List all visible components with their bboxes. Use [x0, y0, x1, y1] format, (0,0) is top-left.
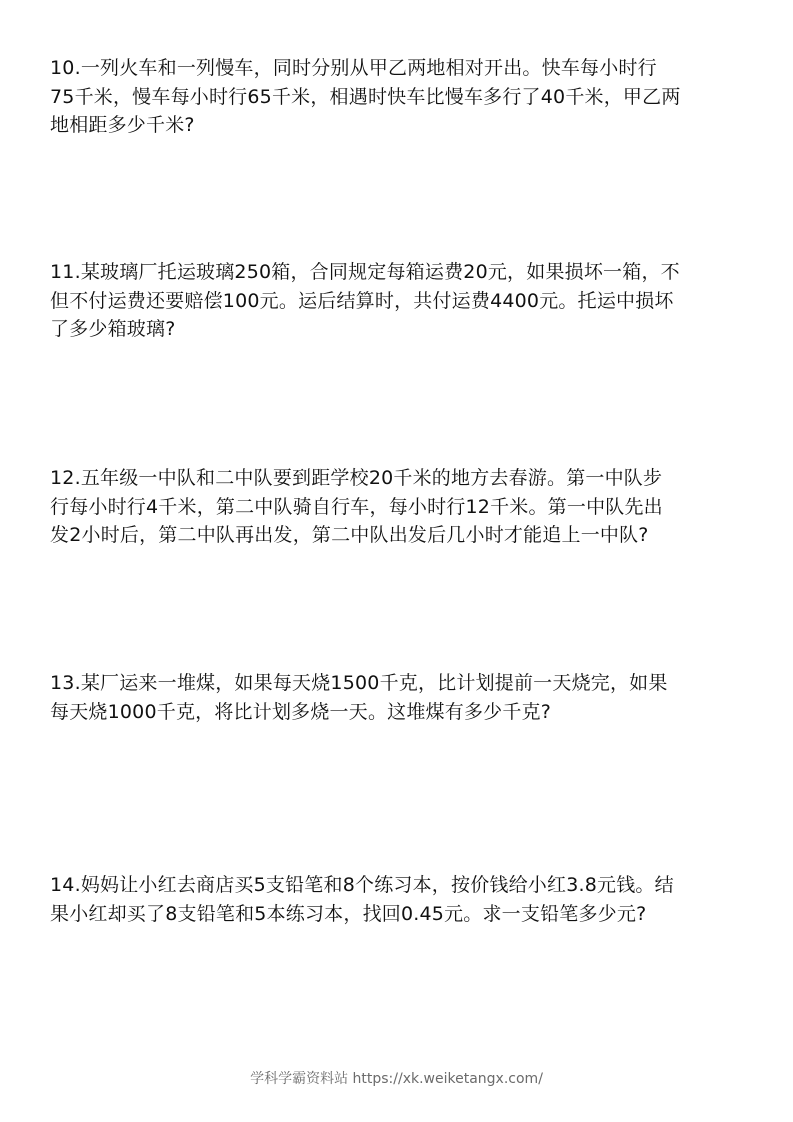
- problem-11-line-1: 11.某玻璃厂托运玻璃250箱，合同规定每箱运费20元，如果损坏一箱，不: [50, 261, 680, 283]
- problem-12-line-3: 发2小时后，第二中队再出发，第二中队出发后几小时才能追上一中队?: [50, 524, 649, 546]
- problem-13-line-1: 13.某厂运来一堆煤，如果每天烧1500千克，比计划提前一天烧完，如果: [50, 672, 668, 694]
- problem-14: [50, 871, 740, 928]
- problem-11-line-2: 但不付运费还要赔偿100元。运后结算时，共付运费4400元。托运中损坏: [50, 289, 674, 312]
- problem-10-line-2: 75千米，慢车每小时行65千米，相遇时快车比慢车多行了40千米，甲乙两: [50, 85, 681, 108]
- problem-14-line-1: 14.妈妈让小红去商店买5支铅笔和8个练习本，按价钱给小红3.8元钱。结: [50, 874, 674, 896]
- problem-12-line-2: 行每小时行4千米，第二中队骑自行车，每小时行12千米。第一中队先出: [50, 495, 663, 518]
- problem-12: [50, 464, 740, 550]
- problem-12-line-1: 12.五年级一中队和二中队要到距学校20千米的地方去春游。第一中队步: [50, 467, 663, 489]
- problem-13: [50, 669, 740, 726]
- problem-14-line-2: 果小红却买了8支铅笔和5本练习本，找回0.45元。求一支铅笔多少元?: [50, 902, 647, 925]
- problem-10-line-3: 地相距多少千米?: [50, 114, 195, 136]
- problem-10: [50, 54, 740, 140]
- problem-11: [50, 258, 740, 344]
- problem-13-line-2: 每天烧1000千克，将比计划多烧一天。这堆煤有多少千克?: [50, 700, 552, 723]
- page-footer-watermark: 学科学霸资料站 https://xk.weiketangx.com/: [250, 1071, 543, 1087]
- problem-11-line-3: 了多少箱玻璃?: [50, 318, 176, 340]
- problem-10-line-1: 10.一列火车和一列慢车，同时分别从甲乙两地相对开出。快车每小时行: [50, 57, 657, 79]
